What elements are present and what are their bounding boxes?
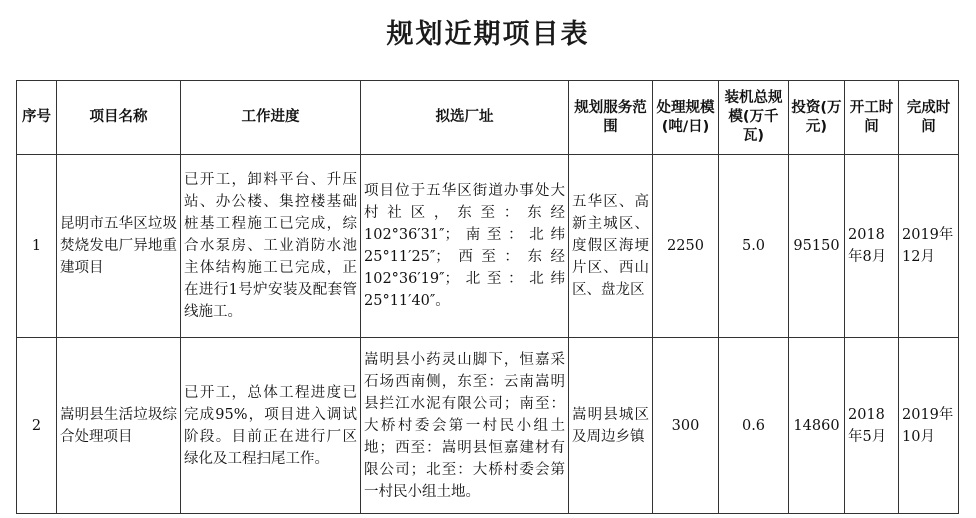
cell-site: 嵩明县小药灵山脚下，恒嘉采石场西南侧，东至：云南嵩明县拦江水泥有限公司；南至：大桥村委会第一村民小组土地；西至：嵩明县恒嘉建材有限公司；北至：大桥村委会第一村民小组土地。 [361, 338, 569, 514]
cell-name: 嵩明县生活垃圾综合处理项目 [57, 338, 181, 514]
header-seq: 序号 [17, 81, 57, 155]
header-name: 项目名称 [57, 81, 181, 155]
header-start: 开工时间 [845, 81, 899, 155]
table-row [17, 338, 959, 514]
cell-scope: 五华区、高新主城区、度假区海埂片区、西山区、盘龙区 [569, 155, 653, 338]
cell-installed: 0.6 [719, 338, 789, 514]
cell-installed: 5.0 [719, 155, 789, 338]
cell-progress: 已开工，总体工程进度已完成95%，项目进入调试阶段。目前正在进行厂区绿化及工程扫尾工作。 [181, 338, 361, 514]
header-investment: 投资(万元) [789, 81, 845, 155]
header-capacity: 处理规模(吨/日) [653, 81, 719, 155]
cell-capacity: 2250 [653, 155, 719, 338]
cell-finish: 2019年10月 [899, 338, 959, 514]
cell-seq: 2 [17, 338, 57, 514]
table-row [17, 155, 959, 338]
cell-name: 昆明市五华区垃圾焚烧发电厂异地重建项目 [57, 155, 181, 338]
cell-start: 2018年5月 [845, 338, 899, 514]
header-progress: 工作进度 [181, 81, 361, 155]
cell-site: 项目位于五华区街道办事处大村社区，东至：东经102°36′31″；南至：北纬25°11′25″；西至：东经102°36′19″；北至：北纬25°11′40″。 [361, 155, 569, 338]
project-table [16, 80, 959, 514]
table-header-row [17, 81, 959, 155]
header-scope: 规划服务范围 [569, 81, 653, 155]
cell-scope: 嵩明县城区及周边乡镇 [569, 338, 653, 514]
cell-capacity: 300 [653, 338, 719, 514]
cell-investment: 14860 [789, 338, 845, 514]
cell-seq: 1 [17, 155, 57, 338]
cell-investment: 95150 [789, 155, 845, 338]
header-installed: 装机总规模(万千瓦) [719, 81, 789, 155]
cell-progress: 已开工，卸料平台、升压站、办公楼、集控楼基础桩基工程施工已完成，综合水泵房、工业消防水池主体结构施工已完成，正在进行1号炉安装及配套管线施工。 [181, 155, 361, 338]
page-title: 规划近期项目表 [386, 19, 590, 50]
cell-finish: 2019年12月 [899, 155, 959, 338]
header-site: 拟选厂址 [361, 81, 569, 155]
cell-start: 2018年8月 [845, 155, 899, 338]
header-finish: 完成时间 [899, 81, 959, 155]
